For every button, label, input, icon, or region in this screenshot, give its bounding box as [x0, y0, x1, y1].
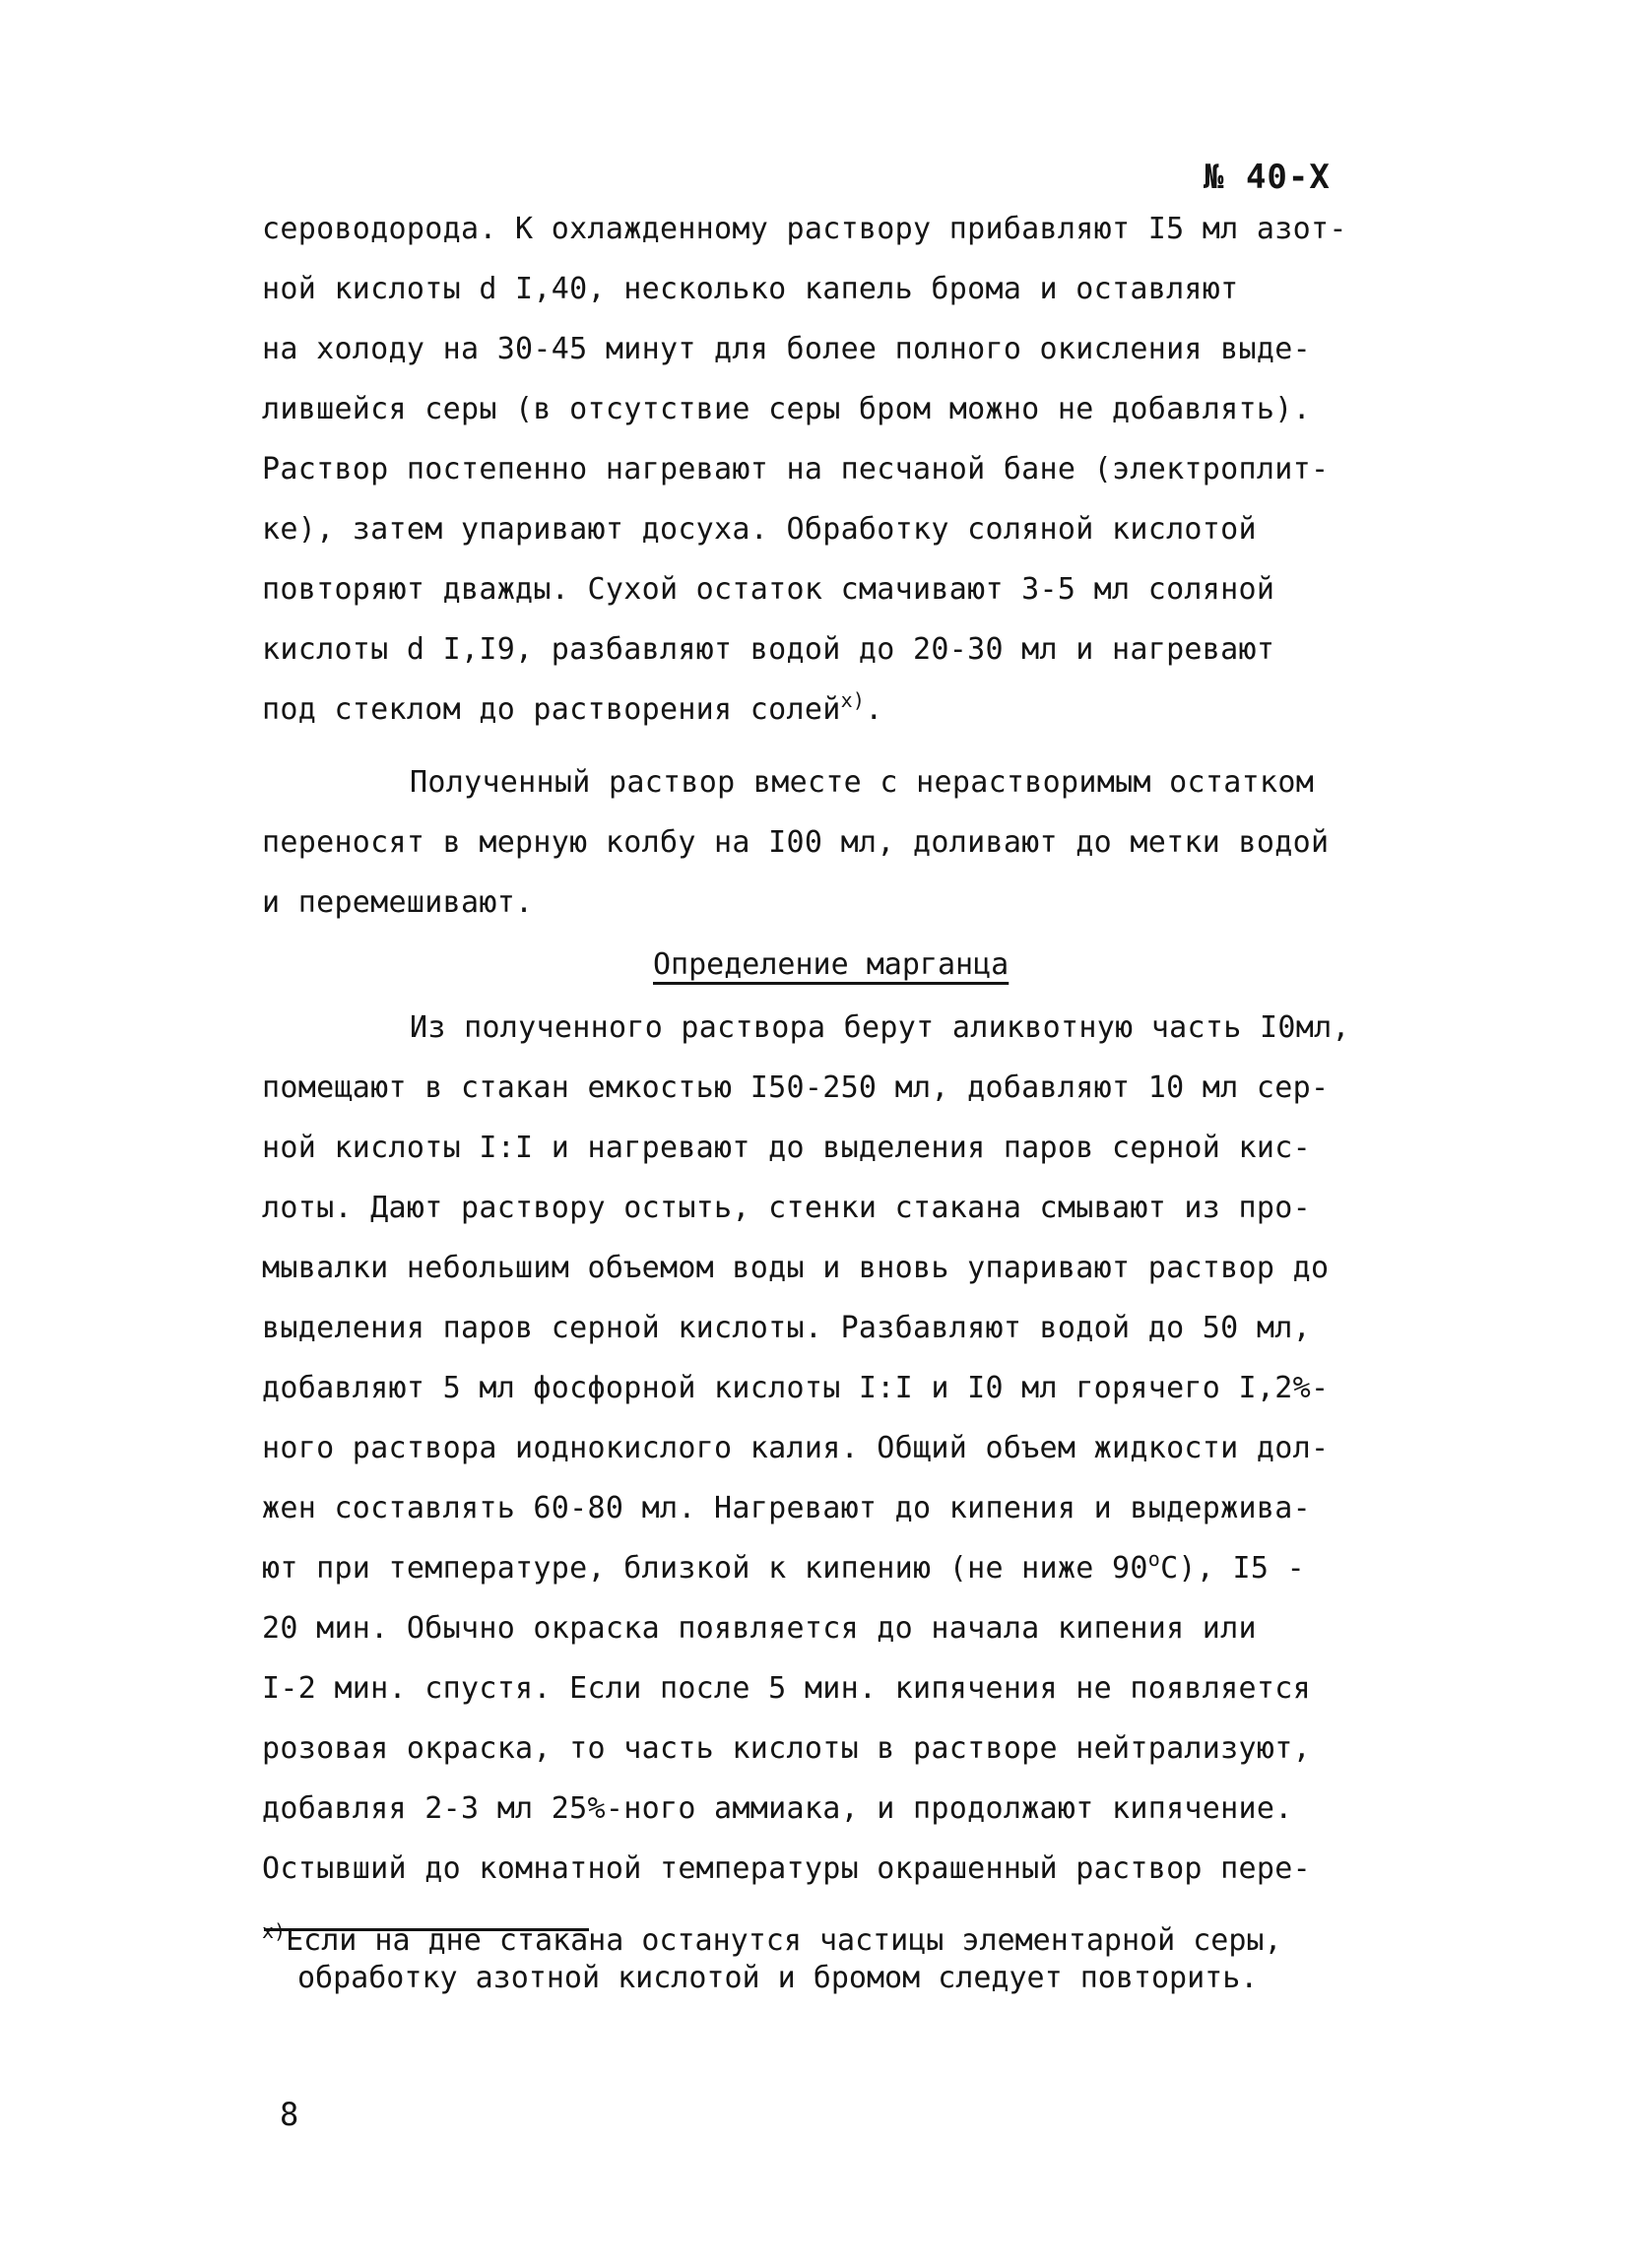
footnote-text: Если на дне стакана останутся частицы элементарной серы,	[286, 1923, 1282, 1958]
page-number: 8	[280, 2096, 299, 2133]
footnote-reference: x)	[840, 688, 866, 712]
section-line	[262, 1539, 1305, 1598]
body-line	[262, 680, 883, 740]
body-line: лившейся серы (в отсутствие серы бром можно не добавлять).	[262, 392, 1311, 426]
footnote	[262, 1919, 1282, 1997]
section-line: жен составлять 60-80 мл. Нагревают до кипения и выдержива-	[262, 1491, 1311, 1525]
section-line: лоты. Дают раствору остыть, стенки стакана смывают из про-	[262, 1191, 1311, 1225]
footnote-line	[262, 1919, 1282, 1960]
body-line: повторяют дважды. Сухой остаток смачивают 3-5 мл соляной	[262, 572, 1275, 607]
section-line: добавляют 5 мл фосфорной кислоты I:I и I0 мл горячего I,2%-	[262, 1371, 1330, 1405]
body-line: ке), затем упаривают досуха. Обработку соляной кислотой	[262, 512, 1257, 547]
body-line: Раствор постепенно нагревают на песчаной бане (электроплит-	[262, 452, 1330, 486]
section-line: Остывший до комнатной температуры окрашенный раствор пере-	[262, 1851, 1311, 1886]
body-line: переносят в мерную колбу на I00 мл, доливают до метки водой	[262, 825, 1330, 860]
body-line: на холоду на 30-45 минут для более полного окисления выде-	[262, 332, 1311, 366]
section-line: выделения паров серной кислоты. Разбавляют водой до 50 мл,	[262, 1311, 1311, 1345]
section-line: мывалки небольшим объемом воды и вновь упаривают раствор до	[262, 1251, 1330, 1285]
body-line: кислоты d I,I9, разбавляют водой до 20-30 мл и нагревают	[262, 632, 1275, 667]
section-heading: Определение марганца	[653, 947, 1010, 982]
section-line: I-2 мин. спустя. Если после 5 мин. кипячения не появляется	[262, 1671, 1311, 1706]
section-line-tail: С), I5 -	[1160, 1551, 1305, 1586]
body-line-tail: .	[865, 692, 883, 727]
section-line-text: ют при температуре, близкой к кипению (не ниже 90	[262, 1551, 1148, 1586]
body-line: Полученный раствор вместе с нерастворимым остатком	[410, 765, 1315, 800]
body-line-text: под стеклом до растворения солей	[262, 692, 841, 727]
section-line: ной кислоты I:I и нагревают до выделения паров серной кис-	[262, 1131, 1311, 1165]
section-line: Из полученного раствора берут аликвотную часть I0мл,	[410, 1010, 1350, 1045]
footnote-marker: x)	[262, 1919, 287, 1943]
section-line: ного раствора иоднокислого калия. Общий объем жидкости дол-	[262, 1431, 1330, 1465]
section-line: розовая окраска, то часть кислоты в растворе нейтрализуют,	[262, 1731, 1311, 1766]
section-line: добавляя 2-3 мл 25%-ного аммиака, и продолжают кипячение.	[262, 1791, 1293, 1826]
body-line: и перемешивают.	[262, 885, 534, 920]
body-line: сероводорода. К охлажденному раствору прибавляют I5 мл азот-	[262, 212, 1347, 246]
section-line: помещают в стакан емкостью I50-250 мл, добавляют 10 мл сер-	[262, 1070, 1330, 1105]
degree-mark: о	[1147, 1547, 1161, 1571]
footnote-line: обработку азотной кислотой и бромом следует повторить.	[297, 1961, 1259, 1995]
body-line: ной кислоты d I,40, несколько капель брома и оставляют	[262, 272, 1239, 306]
section-line: 20 мин. Обычно окраска появляется до начала кипения или	[262, 1611, 1257, 1646]
document-number: № 40-X	[1204, 158, 1331, 197]
